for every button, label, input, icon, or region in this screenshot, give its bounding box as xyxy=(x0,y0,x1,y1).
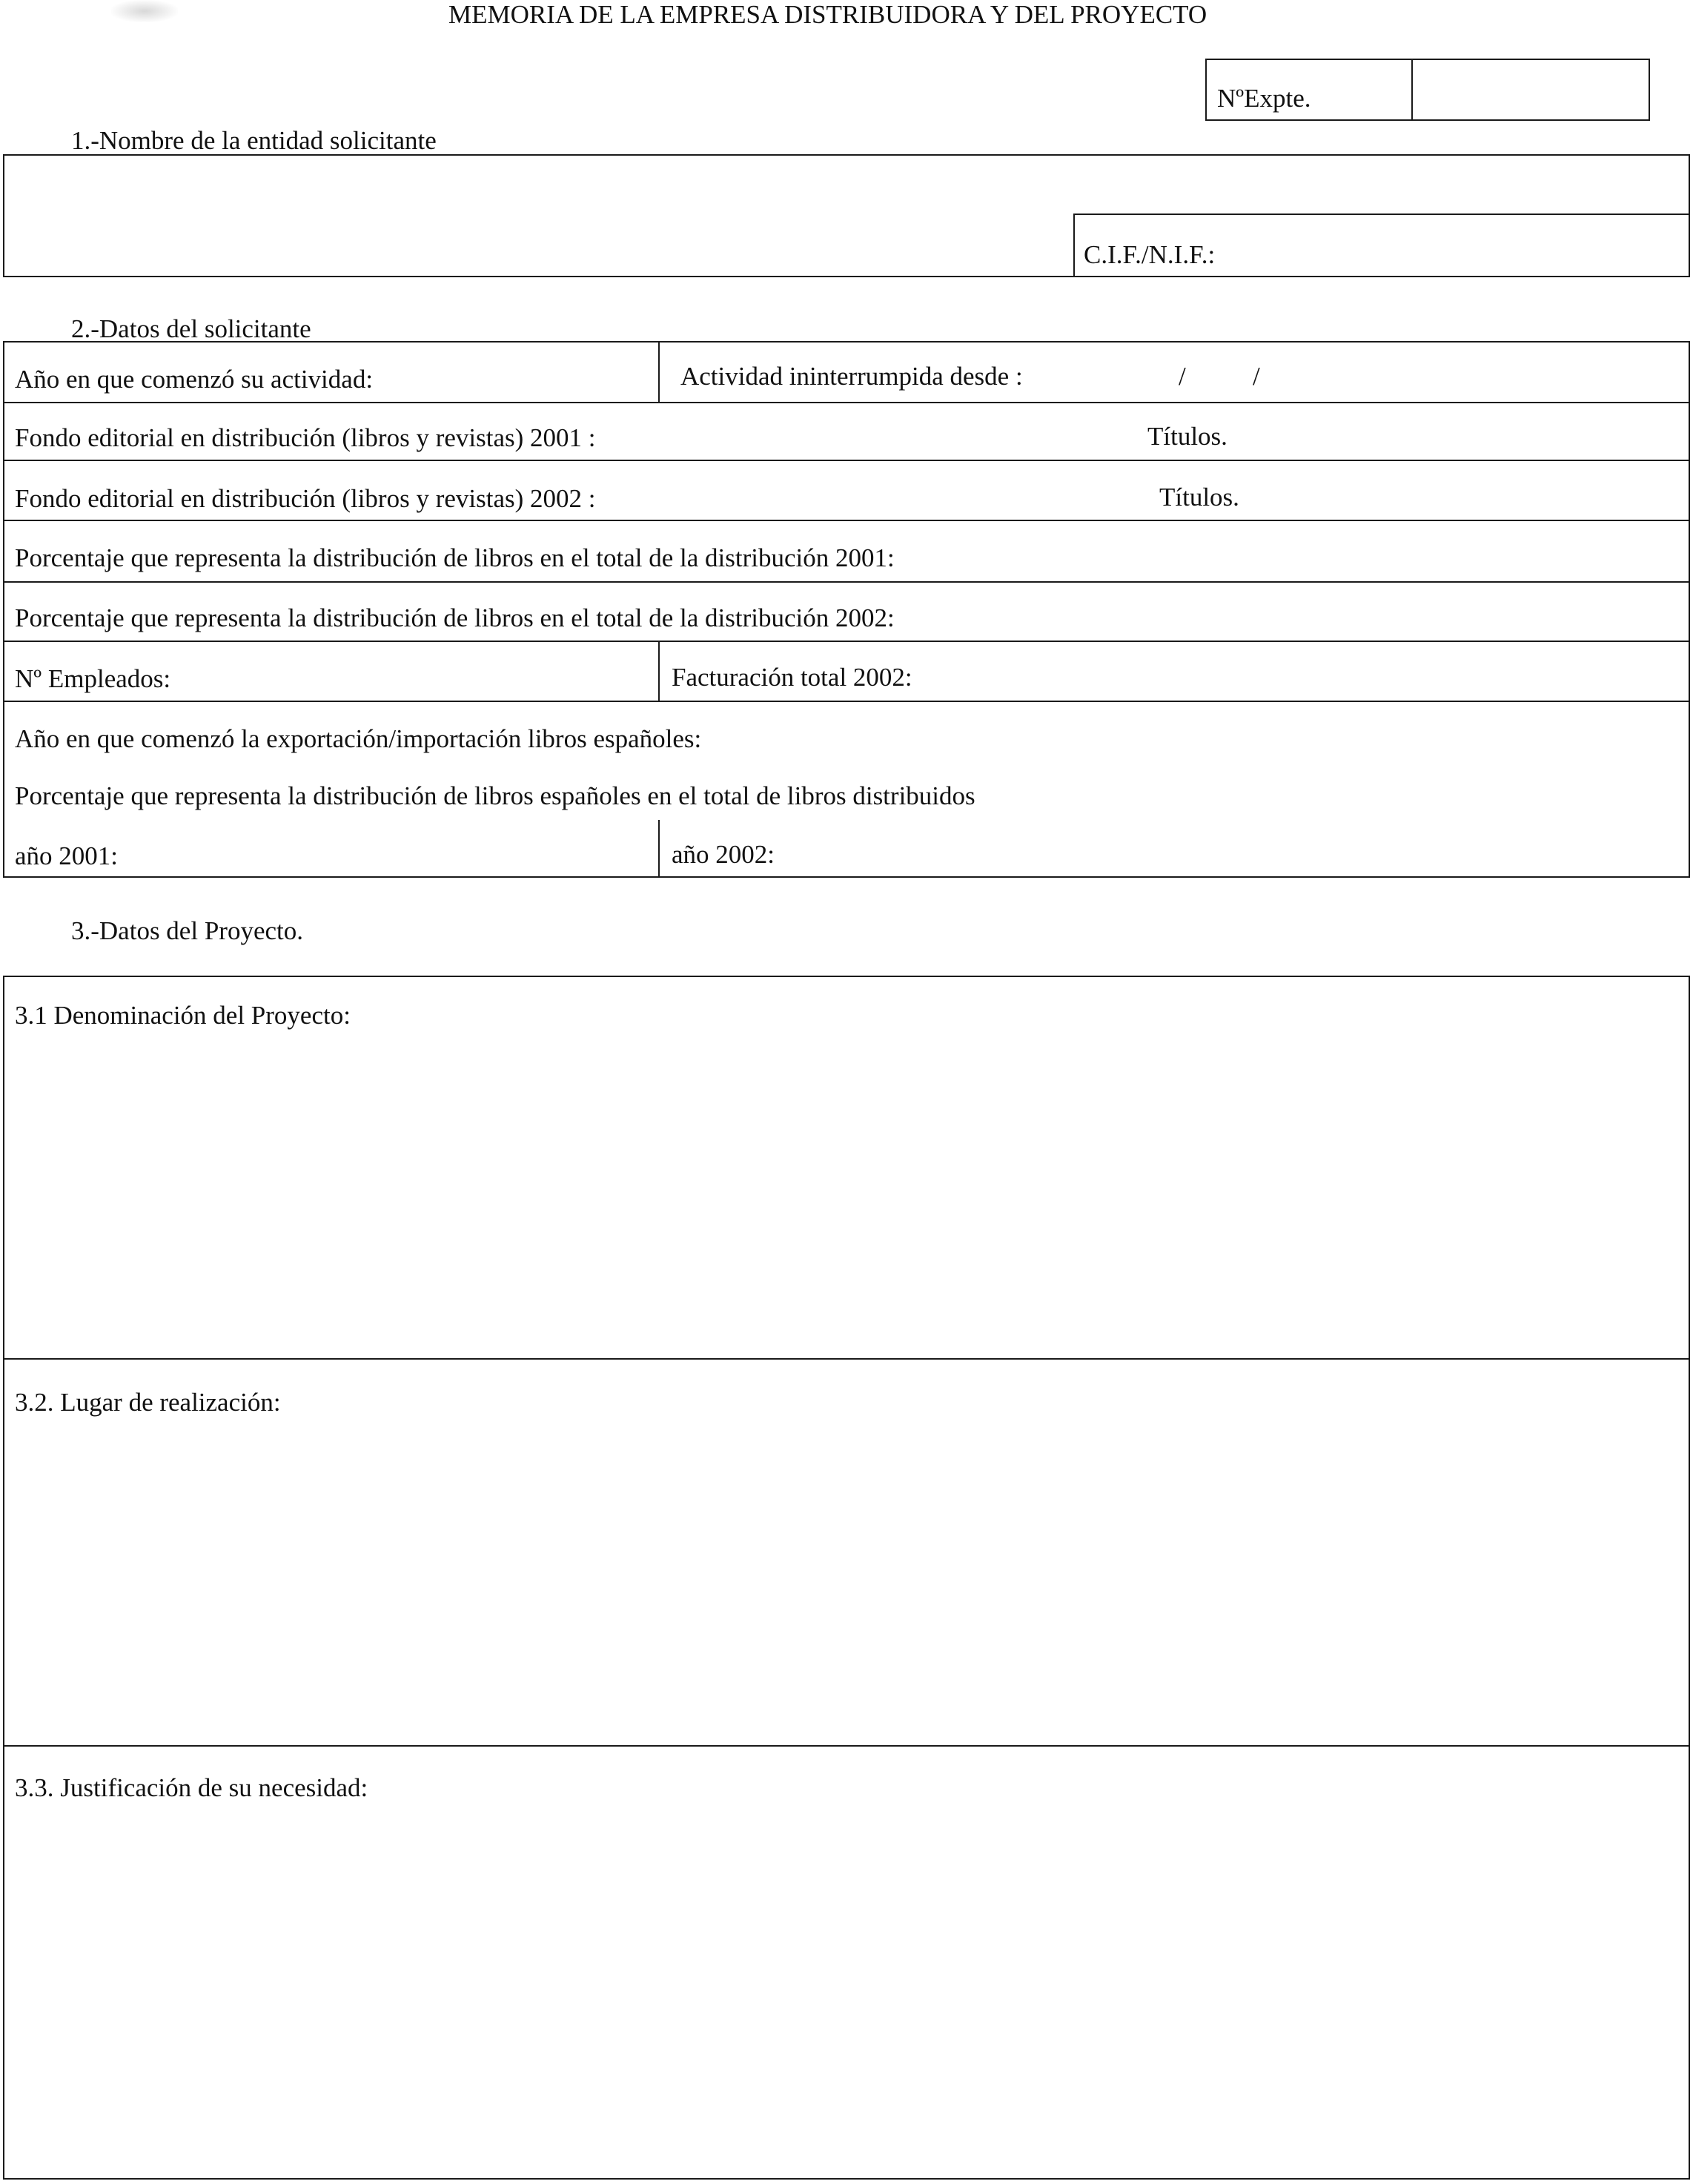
row-separator xyxy=(3,520,1690,521)
facturacion-label[interactable]: Facturación total 2002: xyxy=(672,663,912,692)
section1-heading: 1.-Nombre de la entidad solicitante xyxy=(71,126,437,155)
row-separator xyxy=(3,581,1690,583)
row-separator xyxy=(3,641,1690,642)
titulos-2001-label: Títulos. xyxy=(1147,422,1227,451)
porcentaje-2002-label[interactable]: Porcentaje que representa la distribución de libros en el total de la distribución 2002: xyxy=(15,603,895,632)
actividad-ininterrumpida-label[interactable]: Actividad ininterrumpida desde : xyxy=(680,362,1023,391)
date-separator: / xyxy=(1179,362,1186,391)
column-divider xyxy=(658,341,660,402)
row-separator xyxy=(3,1358,1690,1360)
page-title: MEMORIA DE LA EMPRESA DISTRIBUIDORA Y DEL PROYECTO xyxy=(448,0,1207,29)
cif-left-line xyxy=(1073,214,1075,277)
expte-label: NºExpte. xyxy=(1217,84,1311,113)
denominacion-label: 3.1 Denominación del Proyecto: xyxy=(15,1001,351,1030)
column-divider xyxy=(658,820,660,878)
expte-divider xyxy=(1411,59,1413,121)
row-separator xyxy=(3,402,1690,403)
section3-heading: 3.-Datos del Proyecto. xyxy=(71,916,303,945)
cif-top-line xyxy=(1073,214,1689,215)
fondo-2001-label[interactable]: Fondo editorial en distribución (libros y revistas) 2001 : xyxy=(15,423,596,452)
column-divider xyxy=(658,641,660,701)
entidad-name-input[interactable] xyxy=(6,157,1072,274)
inicio-actividad-label[interactable]: Año en que comenzó su actividad: xyxy=(15,365,374,394)
section2-heading: 2.-Datos del solicitante xyxy=(71,314,311,343)
justificacion-label: 3.3. Justificación de su necesidad: xyxy=(15,1773,368,1802)
expte-input[interactable] xyxy=(1414,61,1647,119)
lugar-input[interactable] xyxy=(6,1425,1687,1742)
fondo-2002-label[interactable]: Fondo editorial en distribución (libros y revistas) 2002 : xyxy=(15,484,596,513)
denominacion-input[interactable] xyxy=(6,1038,1687,1355)
porcentaje-2001-label[interactable]: Porcentaje que representa la distribución de libros en el total de la distribución 2001: xyxy=(15,543,895,572)
anio-2002-label[interactable]: año 2002: xyxy=(672,840,775,869)
cif-label[interactable]: C.I.F./N.I.F.: xyxy=(1084,240,1216,269)
row-separator xyxy=(3,460,1690,461)
titulos-2002-label: Títulos. xyxy=(1159,483,1239,512)
porcentaje-espanoles-label: Porcentaje que representa la distribución de libros españoles en el total de libros distribuidos xyxy=(15,781,975,810)
anio-2001-label[interactable]: año 2001: xyxy=(15,841,119,870)
lugar-label: 3.2. Lugar de realización: xyxy=(15,1388,281,1417)
exportacion-label[interactable]: Año en que comenzó la exportación/importación libros españoles: xyxy=(15,724,702,753)
justificacion-input[interactable] xyxy=(6,1810,1687,2177)
row-separator xyxy=(3,1745,1690,1747)
empleados-label[interactable]: Nº Empleados: xyxy=(15,664,171,693)
scan-smudge xyxy=(111,0,178,22)
date-separator: / xyxy=(1253,362,1260,391)
row-separator xyxy=(3,701,1690,702)
